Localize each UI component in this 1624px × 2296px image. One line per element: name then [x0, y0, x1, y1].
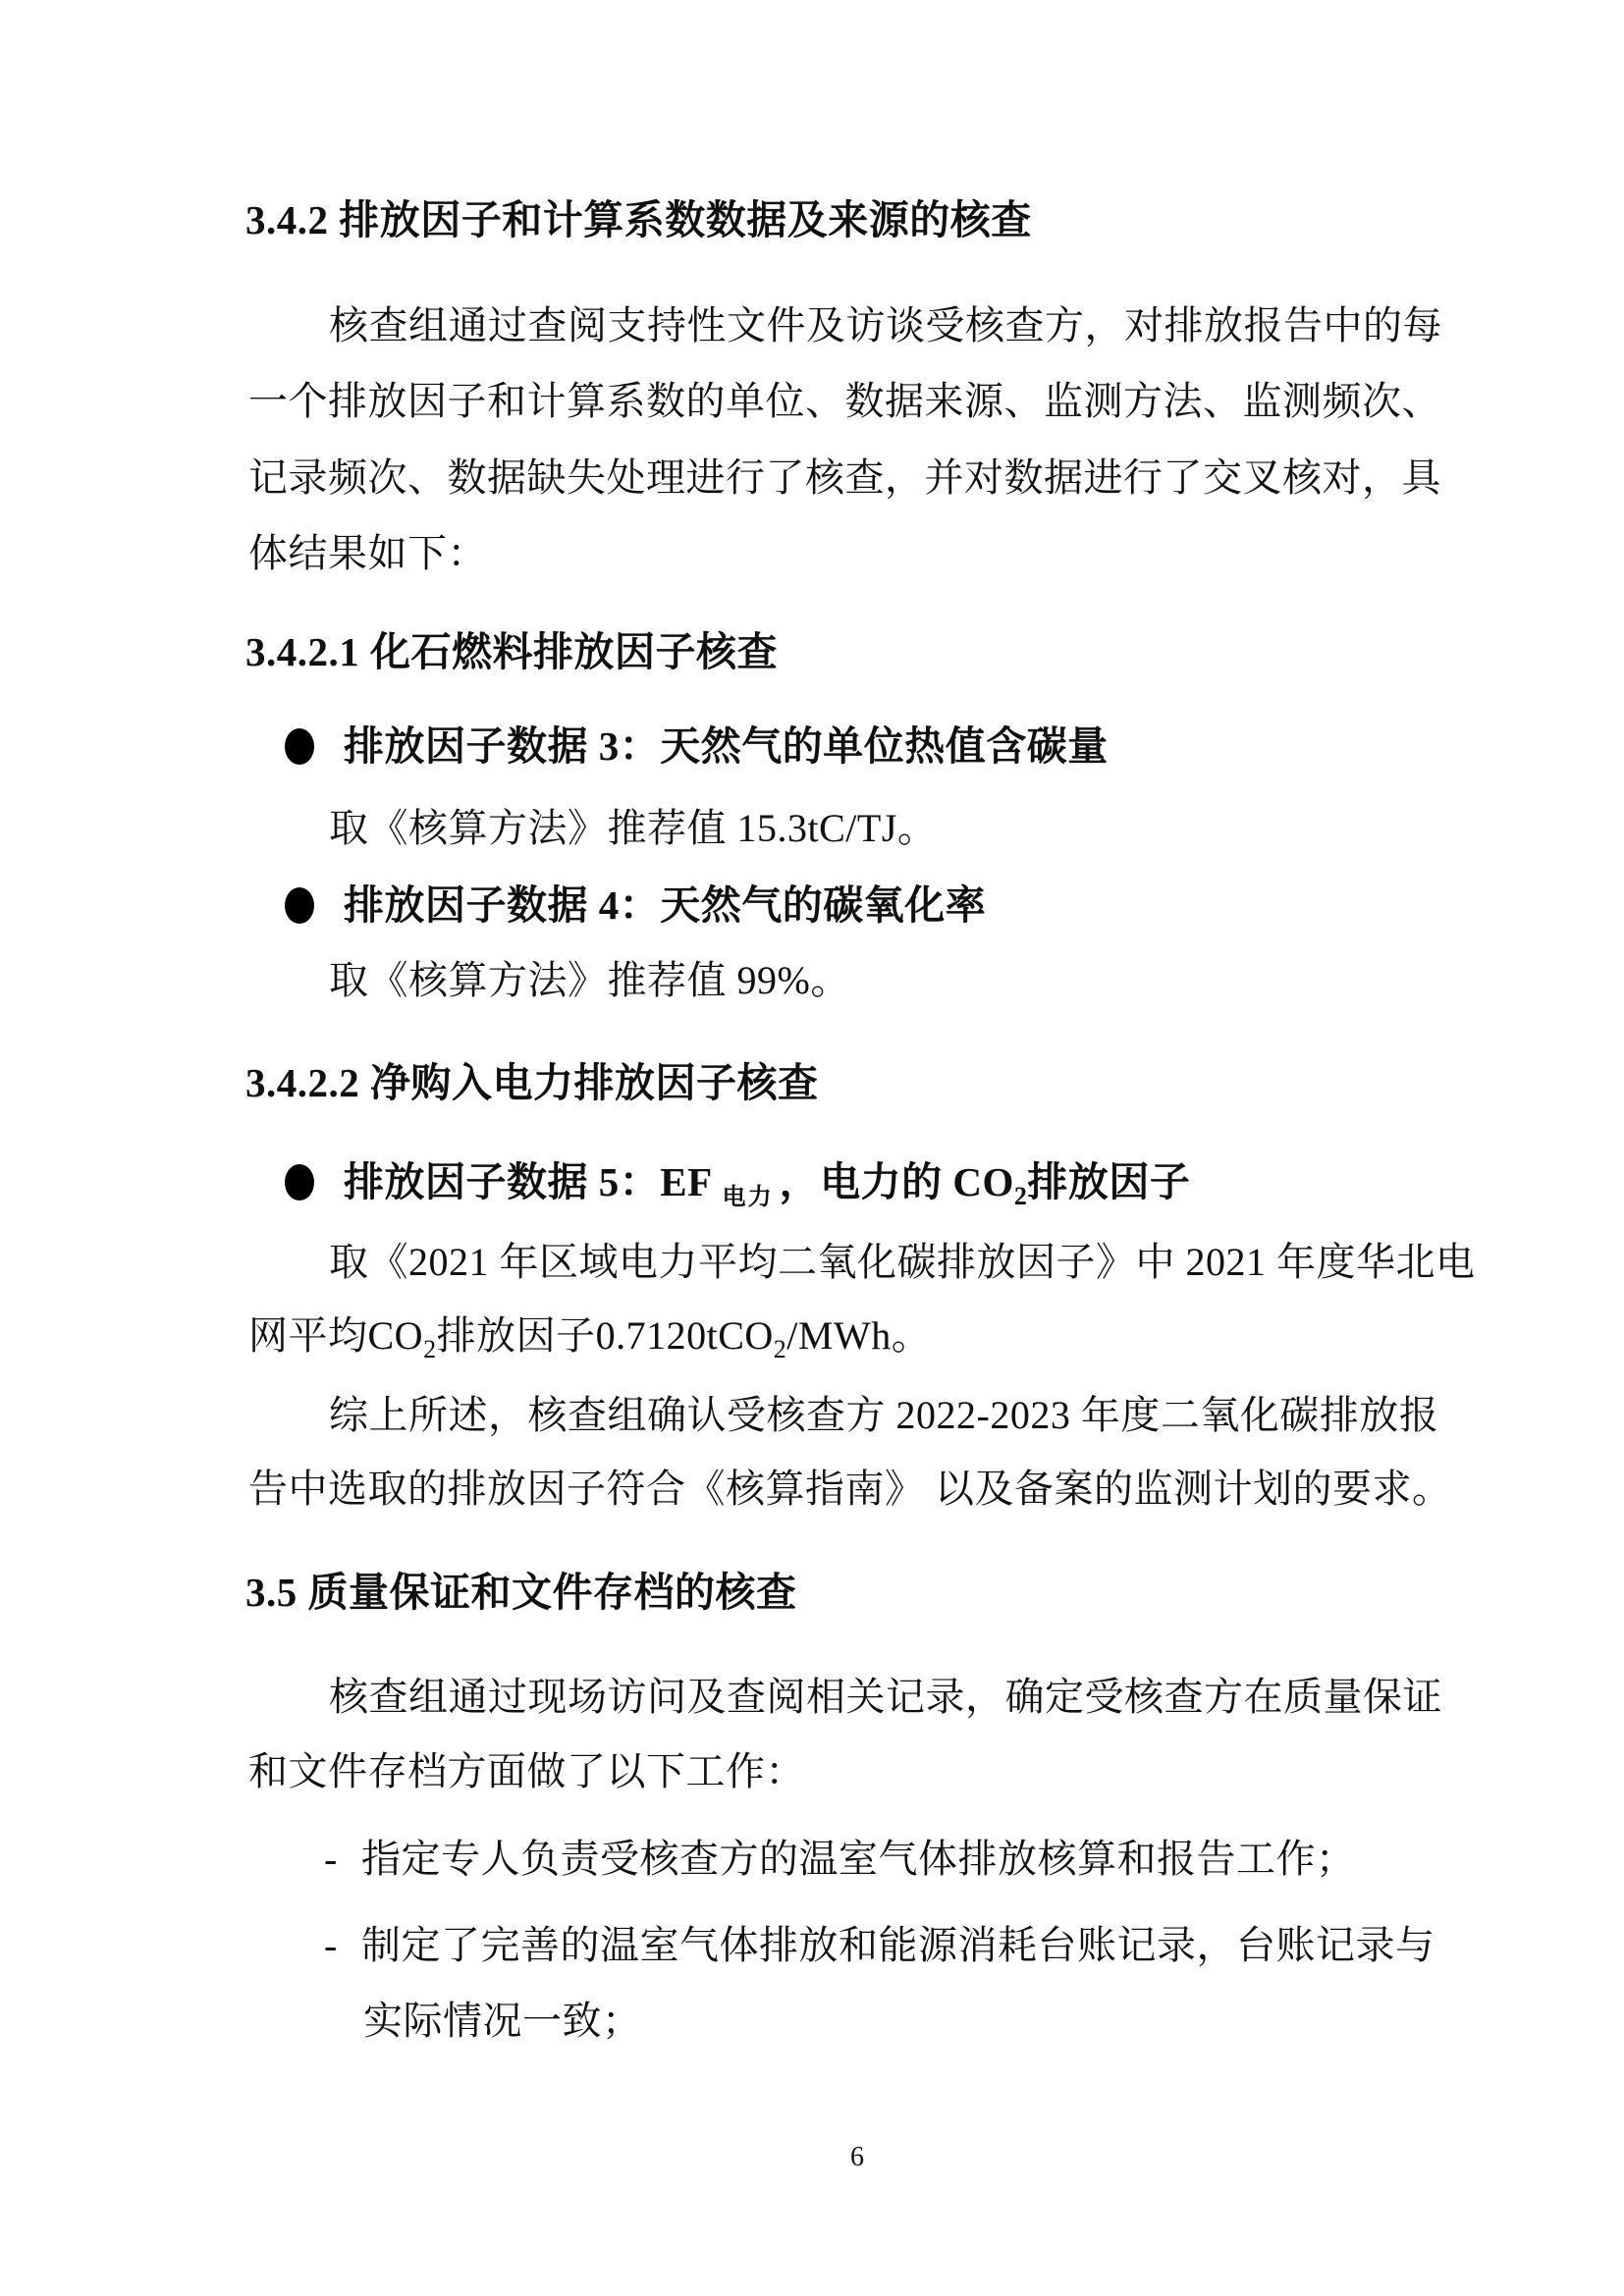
bullet-item-5	[285, 1159, 1190, 1212]
dash-item-1: 指定专人负责受核查方的温室气体排放核算和报告工作；	[361, 1837, 1356, 1881]
page-number: 6	[850, 2142, 864, 2172]
intro-paragraph-line-4: 体结果如下：	[248, 531, 487, 575]
electricity-paragraph-line-2	[248, 1313, 931, 1364]
dash-icon: -	[324, 1837, 338, 1881]
summary-paragraph-line-2: 告中选取的排放因子符合《核算指南》 以及备案的监测计划的要求。	[248, 1467, 1452, 1511]
heading-3-4-2: 3.4.2 排放因子和计算系数数据及来源的核查	[245, 197, 1032, 242]
bullet-3-value: 取《核算方法》推荐值 15.3tC/TJ。	[329, 806, 938, 850]
dash-icon: -	[324, 1923, 338, 1967]
quality-paragraph-line-1: 核查组通过现场访问及查阅相关记录，确定受核查方在质量保证	[329, 1675, 1442, 1719]
co2-text-a: 网平均CO	[248, 1313, 424, 1358]
heading-3-4-2-2: 3.4.2.2 净购入电力排放因子核查	[245, 1060, 819, 1105]
co2-text-c: /MWh。	[786, 1313, 932, 1358]
bullet-3-label: 排放因子数据 3：天然气的单位热值含碳量	[344, 723, 1109, 769]
quality-paragraph-line-2: 和文件存档方面做了以下工作：	[248, 1749, 805, 1793]
bullet-5-mid: ，电力的 CO	[779, 1159, 1014, 1204]
heading-3-5: 3.5 质量保证和文件存档的核查	[245, 1570, 797, 1615]
intro-paragraph-line-1: 核查组通过查阅支持性文件及访谈受核查方，对排放报告中的每	[329, 303, 1442, 347]
co2-subscript-a: 2	[423, 1335, 437, 1363]
heading-3-4-2-1: 3.4.2.1 化石燃料排放因子核查	[245, 629, 778, 674]
co2-text-b: 排放因子0.7120tCO	[436, 1313, 774, 1358]
bullet-item-4	[285, 882, 986, 929]
bullet-4-label: 排放因子数据 4：天然气的碳氧化率	[344, 882, 987, 928]
electricity-paragraph-line-1: 取《2021 年区域电力平均二氧化碳排放因子》中 2021 年度华北电	[329, 1240, 1476, 1284]
intro-paragraph-line-2: 一个排放因子和计算系数的单位、数据来源、监测方法、监测频次、	[248, 379, 1441, 423]
bullet-5-ef-subscript: 电力	[722, 1185, 774, 1210]
bullet-5-suffix: 排放因子	[1027, 1159, 1191, 1204]
intro-paragraph-line-3: 记录频次、数据缺失处理进行了核查，并对数据进行了交叉核对，具	[248, 455, 1441, 500]
bullet-icon	[285, 887, 314, 924]
co2-subscript-b: 2	[773, 1335, 787, 1363]
dash-item-2-line-2: 实际情况一致；	[363, 1999, 642, 2043]
bullet-5-prefix: 排放因子数据 5：EF	[344, 1159, 713, 1204]
bullet-5-co2-subscript: 2	[1013, 1182, 1028, 1210]
bullet-item-3	[285, 723, 1109, 770]
bullet-icon	[285, 728, 314, 765]
summary-paragraph-line-1: 综上所述，核查组确认受核查方 2022-2023 年度二氧化碳排放报	[329, 1393, 1439, 1437]
bullet-4-value: 取《核算方法》推荐值 99%。	[329, 958, 850, 1002]
bullet-icon	[285, 1164, 314, 1201]
dash-item-2-line-1: 制定了完善的温室气体排放和能源消耗台账记录，台账记录与	[361, 1923, 1435, 1967]
bullet-5-label	[344, 1159, 1191, 1210]
